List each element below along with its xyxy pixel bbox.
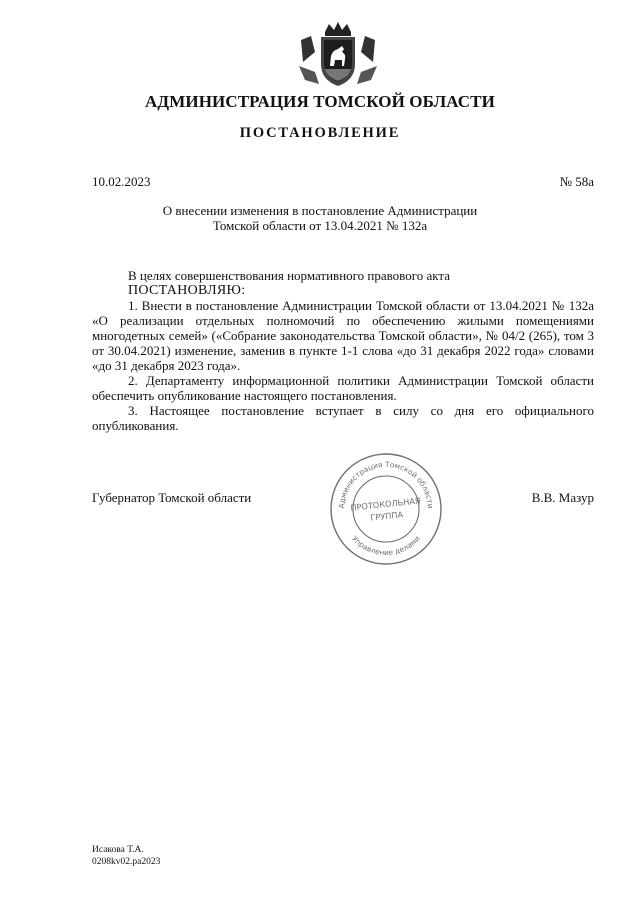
svg-text:Управление делами <box>350 534 422 557</box>
document-subject <box>0 203 640 233</box>
stamp-outer-bottom-text: Управление делами <box>350 534 422 558</box>
paragraph-1: 1. Внести в постановление Администрации Томской области от 13.04.2021 № 132а «О реализации отдельных полномочий по обеспечению жилыми помещениями многодетных семей» («Собрание законодательства Томской области», № 04/2 (265), том 3 от 30.04.2021) изменение, заменив в пункте 1-1 слова «до 31 декабря 2022 года» словами «до 31 декабря 2023 года». <box>92 298 594 373</box>
executor-name: Исакова Т.А. <box>92 845 144 855</box>
stamp-center-line-2: ГРУППА <box>369 509 404 523</box>
paragraph-2: 2. Департаменту информационной политики Администрации Томской области обеспечить опубликование настоящего постановления. <box>92 373 594 403</box>
subject-line-2: Томской области от 13.04.2021 № 132а <box>212 218 428 233</box>
organization-title: АДМИНИСТРАЦИЯ ТОМСКОЙ ОБЛАСТИ <box>145 92 495 111</box>
coat-of-arms-icon <box>297 22 379 90</box>
subject-line-1: О внесении изменения в постановление Администрации <box>162 203 478 218</box>
file-code: 0208kv02.ра2023 <box>92 857 161 867</box>
document-type: ПОСТАНОВЛЕНИЕ <box>239 125 401 141</box>
document-date: 10.02.2023 <box>92 174 151 189</box>
stamp-outer-top-text: Администрация Томской области <box>336 459 436 509</box>
paragraph-3: 3. Настоящее постановление вступает в силу со дня его официального опубликования. <box>92 403 594 433</box>
stamp-center-line-1: ПРОТОКОЛЬНАЯ <box>349 495 422 513</box>
preamble: В целях совершенствования нормативного правового акта <box>128 268 451 283</box>
stamp-outer-ring <box>331 454 441 564</box>
official-stamp <box>328 451 444 567</box>
signatory-position: Губернатор Томской области <box>92 490 252 505</box>
document-number: № 58а <box>559 174 594 189</box>
document-body <box>92 268 594 433</box>
decree-word: ПОСТАНОВЛЯЮ: <box>128 283 246 298</box>
signatory-name: В.В. Мазур <box>531 490 594 505</box>
